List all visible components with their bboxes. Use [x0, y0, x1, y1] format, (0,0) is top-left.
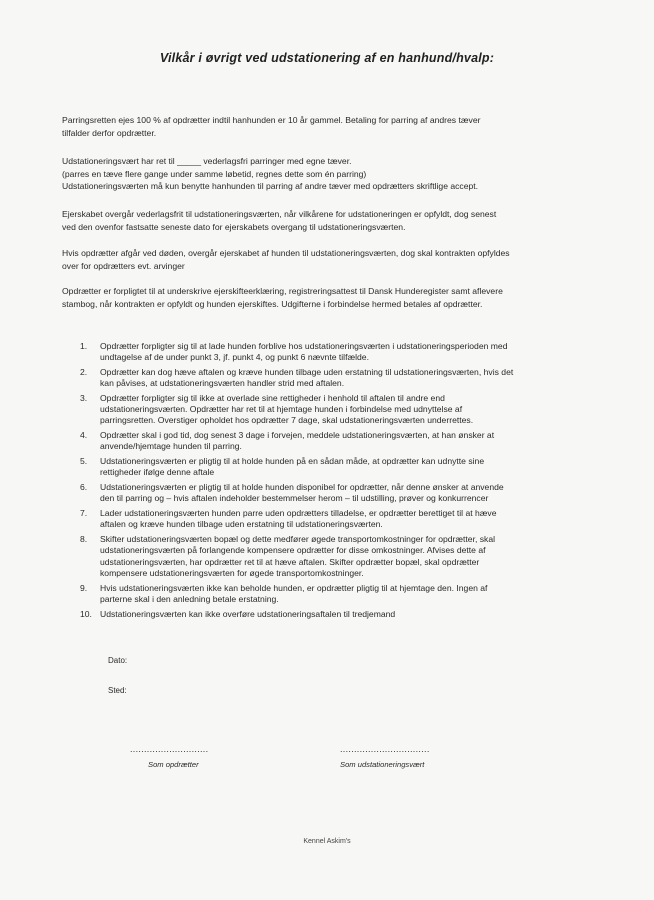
paragraph-line: Udstationeringsvært har ret til _____ vederlagsfri parringer med egne tæver. — [62, 156, 352, 166]
list-item-line: parterne skal i den anledning betale erstatning. — [100, 593, 279, 604]
paragraph-line: tilfalder derfor opdrætter. — [62, 127, 157, 138]
list-item-number: 5. — [80, 456, 88, 467]
paragraph-ownership-transfer — [62, 208, 582, 233]
list-item — [80, 482, 590, 504]
list-item-line: udstationeringsværten på forlangende kompensere opdrætter for disse omkostninger. Afvises dette af — [100, 545, 486, 556]
list-item-line: Opdrætter kan dog hæve aftalen og kræve hunden tilbage uden erstatning til udstationeringsværten, hvis det — [100, 367, 514, 377]
paragraph-line: stambog, når kontrakten er opfyldt og hunden ejerskiftes. Udgifterne i forbindelse hermed betales af opdrætter. — [62, 298, 483, 309]
paragraph-line: Opdrætter er forpligtet til at underskrive ejerskifteerklæring, registreringsattest til Dansk Hunderegister samt aflevere — [62, 286, 503, 296]
paragraph-line: over for opdrætters evt. arvinger — [62, 260, 185, 271]
list-item — [80, 508, 590, 530]
list-item-number: 2. — [80, 367, 88, 377]
paragraph-line: Parringsretten ejes 100 % af opdrætter indtil hanhunden er 10 år gammel. Betaling for parring af andres tæver — [62, 115, 481, 125]
host-signature-line: ................................ — [340, 744, 430, 754]
list-item — [80, 341, 590, 363]
list-item — [80, 583, 590, 605]
breeder-signature-label: Som opdrætter — [148, 760, 199, 769]
list-item-number: 7. — [80, 508, 88, 519]
paragraph-breeder-obligations — [62, 285, 582, 310]
list-item-line: Opdrætter forpligter sig til ikke at overlade sine rettigheder i henhold til aftalen til andre end — [100, 393, 445, 403]
list-item-number: 9. — [80, 582, 88, 593]
list-item-line: Opdrætter skal i god tid, dog senest 3 dage i forvejen, meddele udstationeringsværten, at han ønsker at — [100, 430, 495, 441]
paragraph-mating-rights — [62, 114, 582, 139]
list-item — [80, 430, 590, 452]
list-item-number: 8. — [80, 534, 88, 545]
list-item-line: den til parring og – hvis aftalen indeholder bestemmelser herom – til udstilling, prøver og konkurrencer — [100, 493, 489, 504]
list-item — [80, 609, 590, 620]
list-item-line: aftalen og kræve hunden tilbage uden erstatning til udstationeringsværten. — [100, 519, 383, 530]
paragraph-line: (parres en tæve flere gange under samme løbetid, regnes dette som én parring) — [62, 168, 367, 179]
document-title: Vilkår i øvrigt ved udstationering af en hanhund/hvalp: — [159, 51, 495, 65]
date-label: Dato: — [108, 656, 128, 665]
terms-list — [80, 341, 590, 623]
list-item-line: Udstationeringsværten er pligtig til at holde hunden på en sådan måde, at opdrætter kan udnytte sine — [100, 456, 485, 467]
list-item — [80, 534, 590, 579]
list-item-line: Udstationeringsværten er pligtig til at holde hunden disponibel for opdrætter, når denne ønsker at anvende — [100, 482, 504, 493]
paragraph-line: Udstationeringsværten må kun benytte hanhunden til parring af andre tæver med opdrætters skriftlige accept. — [62, 181, 479, 192]
list-item — [80, 456, 590, 478]
list-item-line: kompensere udstationeringsværten for øgede transportomkostninger. — [100, 567, 364, 578]
list-item-number: 6. — [80, 482, 88, 493]
list-item-line: kan påvises, at udstationeringsværten handler strid med aftalen. — [100, 378, 345, 389]
list-item-line: anvende/hjemtage hunden til parring. — [100, 441, 242, 452]
list-item — [80, 393, 590, 427]
place-label: Sted: — [108, 686, 127, 695]
list-item-line: Hvis udstationeringsværten ikke kan beholde hunden, er opdrætter pligtig til at hjemtage den. Ingen af — [100, 582, 488, 593]
list-item-line: parringsretten. Overstiger opholdet hos opdrætter 7 dage, skal udstationeringsværten underrettes. — [100, 415, 474, 426]
list-item-line: Opdrætter forpligter sig til at lade hunden forblive hos udstationeringsværten i udstationeringsperioden med — [100, 341, 508, 351]
list-item-number: 4. — [80, 430, 88, 441]
list-item-line: rettigheder ifølge denne aftale — [100, 467, 215, 478]
paragraph-breeder-death — [62, 247, 582, 272]
list-item-number: 10. — [80, 608, 92, 619]
list-item-line: udstationeringsværten, har opdrætter ret til at hæve aftalen. Skifter opdrætter bopæl, skal opdrætter — [100, 556, 480, 567]
host-signature-label: Som udstationeringsvært — [340, 760, 425, 769]
list-item-line: undtagelse af de under punkt 3, jf. punkt 4, og punkt 6 nævnte tilfælde. — [100, 352, 369, 363]
list-item — [80, 367, 590, 389]
paragraph-line: Ejerskabet overgår vederlagsfrit til udstationeringsværten, når vilkårene for udstationeringen er opfyldt, dog senest — [62, 209, 497, 219]
paragraph-line: Hvis opdrætter afgår ved døden, overgår ejerskabet af hunden til udstationeringsværten, dog skal kontrakten opfyldes — [62, 248, 510, 258]
breeder-signature-line: ............................ — [130, 744, 209, 754]
list-item-number: 3. — [80, 393, 88, 403]
list-item-line: udstationeringsværten. Opdrætter har ret til at hjemtage hunden i forbindelse med udnyttelse af — [100, 404, 463, 415]
paragraph-line: ved den ovenfor fastsatte seneste dato for ejerskabets overgang til udstationeringsværten. — [62, 221, 406, 232]
kennel-footer: Kennel Askim's — [303, 838, 351, 845]
list-item-number: 1. — [80, 341, 88, 351]
list-item-line: Lader udstationeringsværten hunden parre uden opdrætters tilladelse, er opdrætter berettiget til at hæve — [100, 508, 497, 519]
list-item-line: Skifter udstationeringsværten bopæl og dette medfører øgede transportomkostninger for opdrætter, skal — [100, 534, 496, 545]
paragraph-free-matings — [62, 155, 582, 193]
list-item-line: Udstationeringsværten kan ikke overføre udstationeringsaftalen til tredjemand — [100, 608, 396, 619]
